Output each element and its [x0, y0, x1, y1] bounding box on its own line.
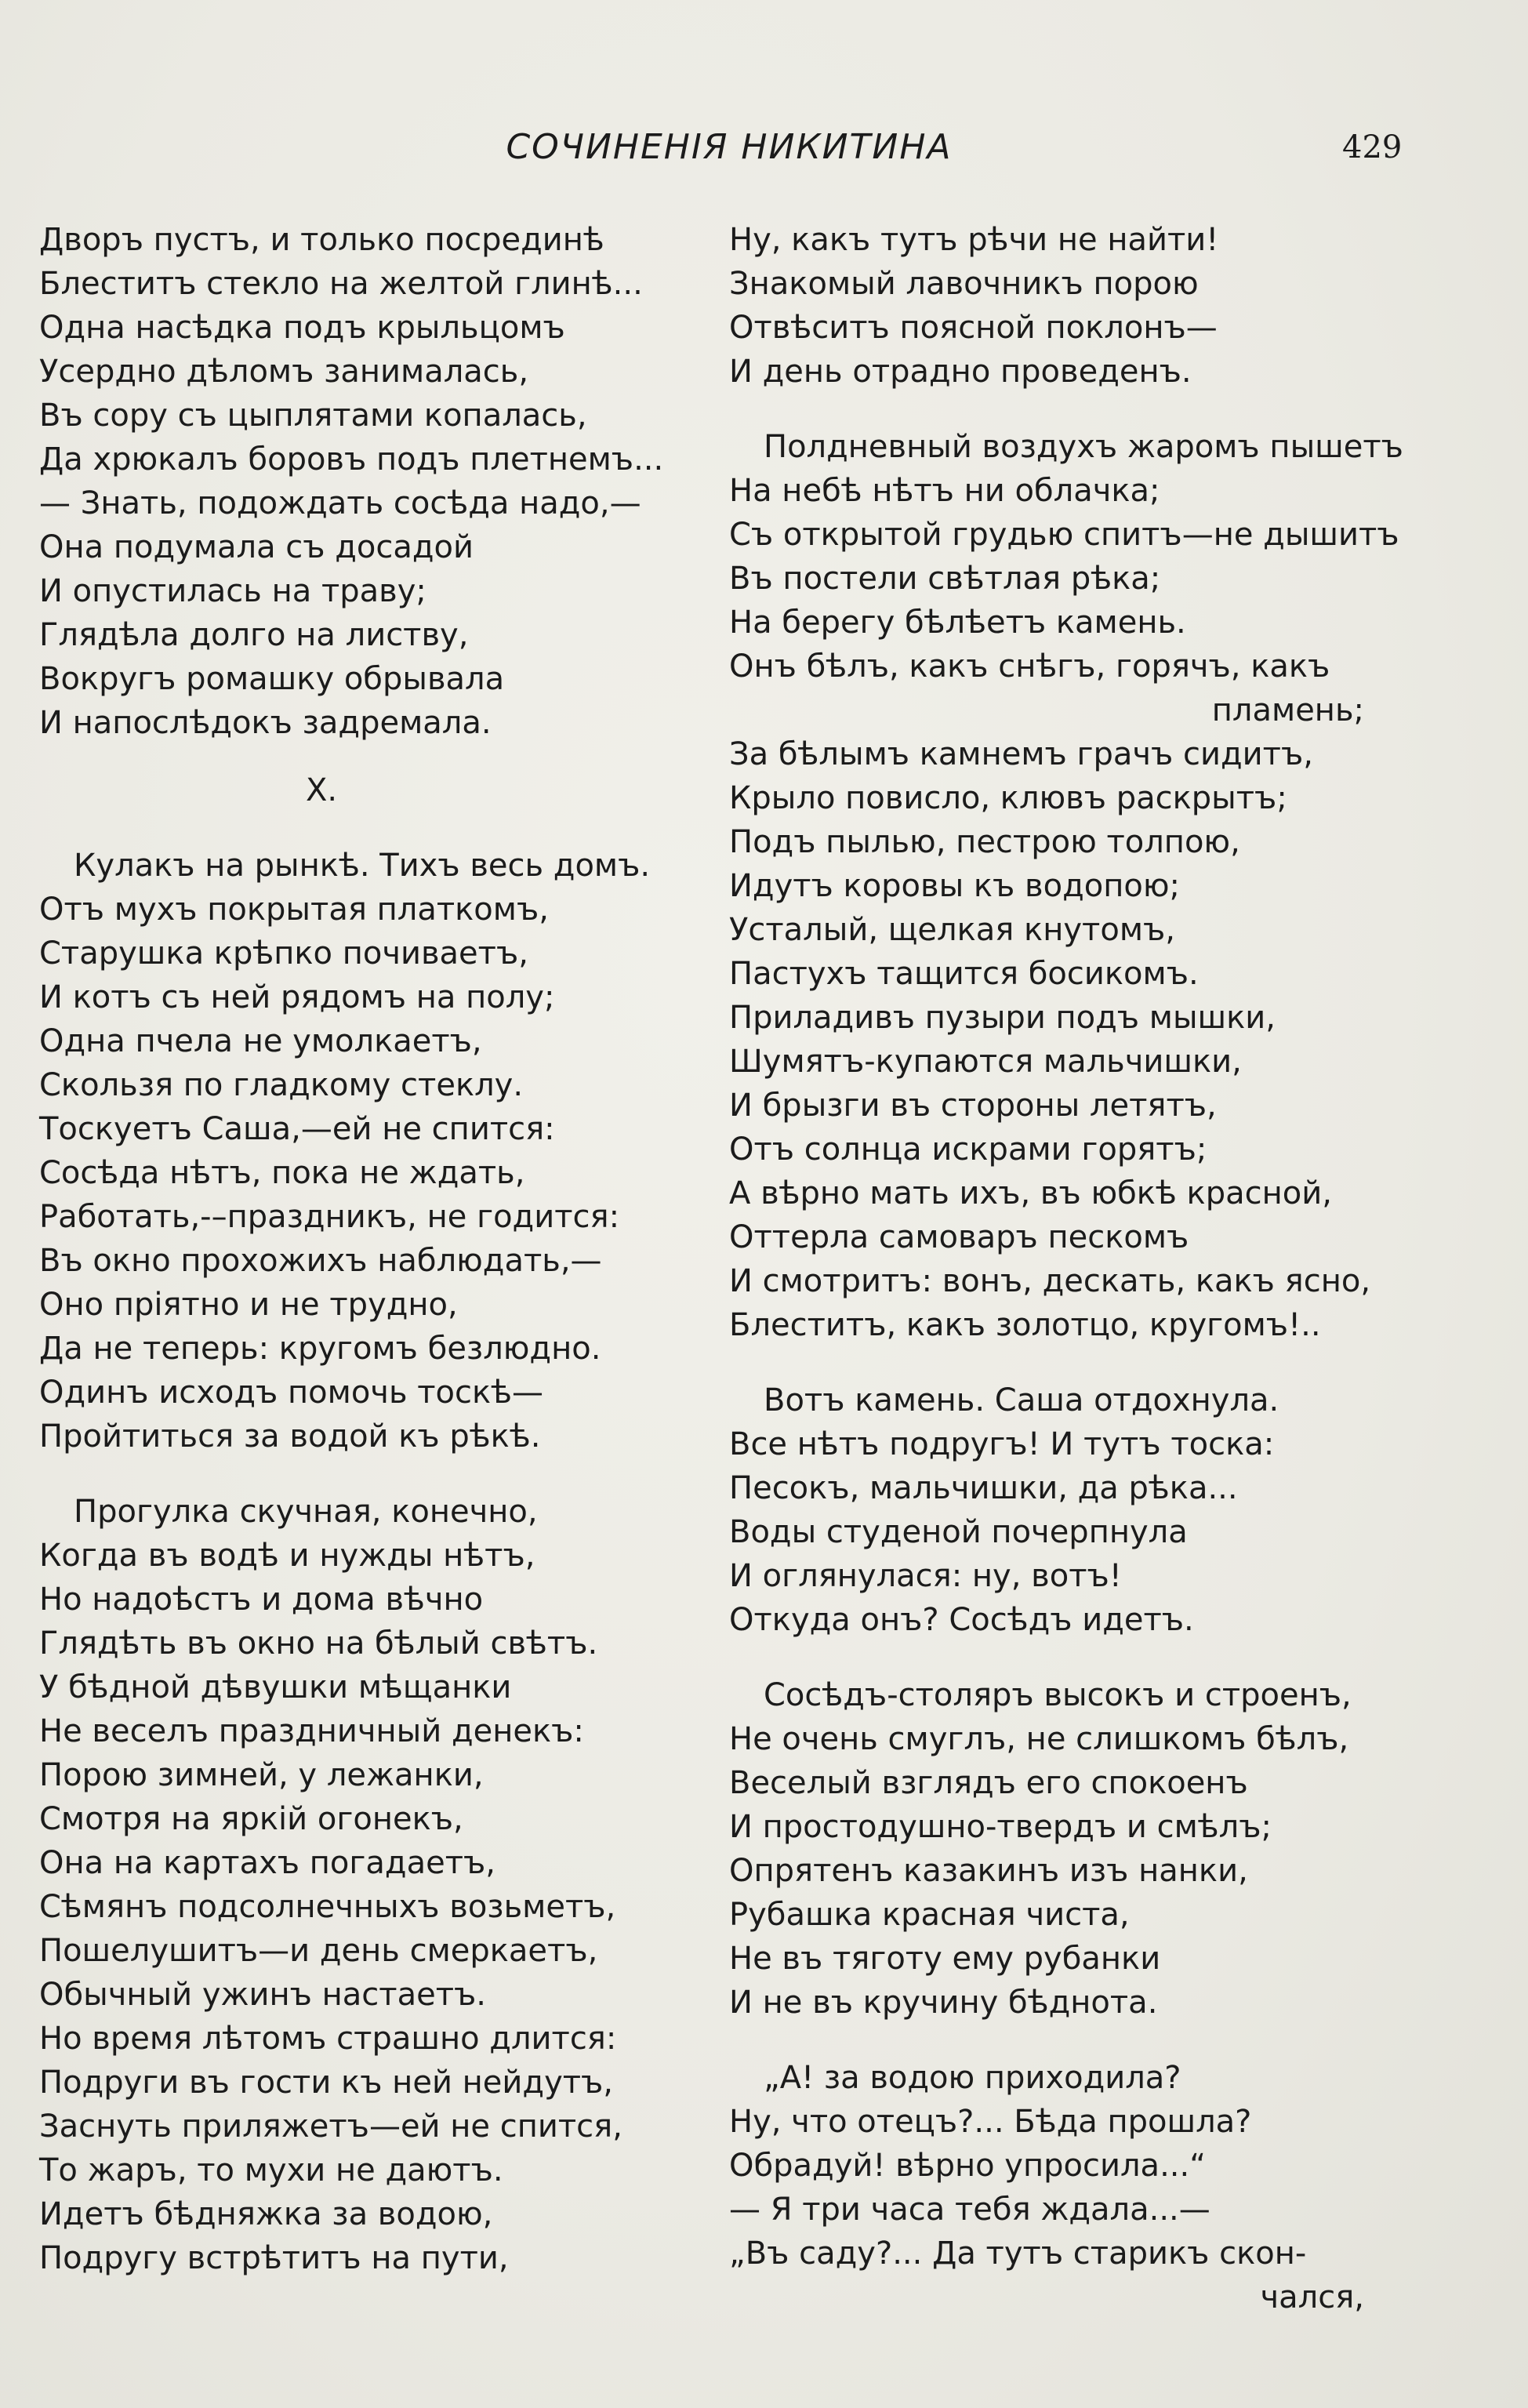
verse-line: Отъ солнца искрами горятъ;: [729, 1131, 1207, 1168]
stanza: [729, 218, 1403, 394]
verse-line: Въ сору съ цыплятами копалась,: [39, 398, 587, 434]
verse-line: — Я три часа тебя ждала...—: [729, 2192, 1210, 2228]
stanza-gap: [729, 1347, 1403, 1378]
verse-line: Когда въ водѣ и нужды нѣтъ,: [39, 1538, 535, 1574]
verse-line: Усердно дѣломъ занималась,: [39, 354, 529, 390]
stanza-gap: [39, 1458, 698, 1490]
verse-line: „А! за водою приходила?: [764, 2060, 1181, 2096]
right-column: [729, 218, 1403, 2319]
verse-line: Но время лѣтомъ страшно длится:: [39, 2021, 617, 2057]
stanza: [39, 1490, 698, 2280]
verse-line: Прогулка скучная, конечно,: [74, 1494, 538, 1530]
verse-line: „Въ саду?... Да тутъ старикъ скон-: [729, 2235, 1307, 2272]
verse-line: И простодушно-твердъ и смѣлъ;: [729, 1809, 1272, 1845]
verse-line: Глядѣть въ окно на бѣлый свѣтъ.: [39, 1625, 598, 1662]
page-number: 429: [1342, 129, 1403, 165]
verse-line: Обычный ужинъ настаетъ.: [39, 1977, 486, 2013]
verse-line-continuation: пламень;: [1211, 692, 1364, 728]
verse-line: Блеститъ стекло на желтой глинѣ...: [39, 266, 643, 302]
verse-line: И напослѣдокъ задремала.: [39, 705, 492, 741]
verse-line: Заснуть приляжетъ—ей не спится,: [39, 2108, 622, 2145]
verse-line: Все нѣтъ подругъ! И тутъ тоска:: [729, 1426, 1275, 1462]
verse-line: Песокъ, мальчишки, да рѣка...: [729, 1470, 1238, 1506]
verse-line: Сосѣда нѣтъ, пока не ждать,: [39, 1155, 525, 1191]
verse-line: Обрадуй! вѣрно упросила...“: [729, 2148, 1206, 2184]
verse-line: Воды студеной почерпнула: [729, 1514, 1188, 1550]
verse-line: Веселый взглядъ его спокоенъ: [729, 1765, 1248, 1801]
stanza: [729, 2056, 1403, 2319]
verse-line: То жаръ, то мухи не даютъ.: [39, 2152, 503, 2188]
verse-line: Откуда онъ? Сосѣдъ идетъ.: [729, 1602, 1194, 1638]
verse-line: Не въ тяготу ему рубанки: [729, 1941, 1161, 1977]
verse-line: Идетъ бѣдняжка за водою,: [39, 2196, 493, 2232]
verse-line: Глядѣла долго на листву,: [39, 617, 469, 653]
verse-line: Отъ мухъ покрытая платкомъ,: [39, 892, 549, 928]
verse-line: Работать,-–праздникъ, не годится:: [39, 1199, 620, 1235]
verse-line: Отвѣситъ поясной поклонъ—: [729, 310, 1218, 346]
stanza: [729, 425, 1403, 1347]
verse-line: Усталый, щелкая кнутомъ,: [729, 912, 1175, 948]
verse-line: Вотъ камень. Саша отдохнула.: [764, 1382, 1279, 1418]
verse-line: Да хрюкалъ боровъ подъ плетнемъ...: [39, 441, 664, 478]
verse-line: И оглянулася: ну, вотъ!: [729, 1558, 1122, 1594]
verse-line: Ну, что отецъ?... Бѣда прошла?: [729, 2104, 1252, 2140]
verse-line: Пастухъ тащится босикомъ.: [729, 956, 1199, 992]
left-column: [39, 218, 698, 2280]
verse-line: Ну, какъ тутъ рѣчи не найти!: [729, 222, 1219, 258]
verse-line: Опрятенъ казакинъ изъ нанки,: [729, 1853, 1248, 1889]
verse-line: Крыло повисло, клювъ раскрытъ;: [729, 780, 1287, 816]
stanza-gap: [729, 2025, 1403, 2056]
verse-line: Оно пріятно и не трудно,: [39, 1287, 458, 1323]
verse-line: Блеститъ, какъ золотцо, кругомъ!..: [729, 1307, 1321, 1343]
verse-line: А вѣрно мать ихъ, въ юбкѣ красной,: [729, 1175, 1332, 1211]
verse-line: Онъ бѣлъ, какъ снѣгъ, горячъ, какъ: [729, 648, 1330, 685]
stanza-gap: [729, 1642, 1403, 1673]
verse-line: И опустилась на траву;: [39, 573, 426, 609]
verse-line: И котъ съ ней рядомъ на полу;: [39, 979, 555, 1015]
verse-line: Не веселъ праздничный денекъ:: [39, 1713, 584, 1749]
verse-line: У бѣдной дѣвушки мѣщанки: [39, 1669, 512, 1705]
verse-line: И не въ кручину бѣднота.: [729, 1985, 1158, 2021]
verse-line: Въ постели свѣтлая рѣка;: [729, 561, 1161, 597]
verse-line: И брызги въ стороны летятъ,: [729, 1088, 1217, 1124]
verse-line: Пройтиться за водой къ рѣкѣ.: [39, 1418, 541, 1455]
verse-line: Но надоѣстъ и дома вѣчно: [39, 1582, 484, 1618]
verse-line: Съ открытой грудью спитъ—не дышитъ: [729, 517, 1399, 553]
verse-line: Тоскуетъ Саша,—ей не спится:: [39, 1111, 555, 1147]
verse-line: Подъ пылью, пестрою толпою,: [729, 824, 1240, 860]
stanza-gap: [729, 394, 1403, 425]
verse-line: Вокругъ ромашку обрывала: [39, 661, 505, 697]
verse-line: Кулакъ на рынкѣ. Тихъ весь домъ.: [74, 848, 651, 884]
section-heading: X.: [305, 772, 338, 808]
verse-line: И смотритъ: вонъ, дескать, какъ ясно,: [729, 1263, 1371, 1299]
verse-line: Оттерла самоваръ пескомъ: [729, 1219, 1189, 1255]
verse-line: Подругу встрѣтитъ на пути,: [39, 2240, 509, 2276]
verse-line: Да не теперь: кругомъ безлюдно.: [39, 1331, 601, 1367]
stanza: [39, 844, 698, 1458]
verse-line: Одинъ исходъ помочь тоскѣ—: [39, 1375, 544, 1411]
verse-line-continuation: чался,: [1260, 2279, 1364, 2315]
verse-line: Дворъ пустъ, и только посрединѣ: [39, 222, 604, 258]
verse-line: Подруги въ гости къ ней нейдутъ,: [39, 2065, 614, 2101]
verse-line: Пошелушитъ—и день смеркаетъ,: [39, 1933, 598, 1969]
verse-line: Шумятъ-купаются мальчишки,: [729, 1044, 1242, 1080]
verse-line: Она на картахъ погадаетъ,: [39, 1845, 495, 1881]
verse-line: Въ окно прохожихъ наблюдать,—: [39, 1243, 602, 1279]
verse-line: Приладивъ пузыри подъ мышки,: [729, 1000, 1276, 1036]
running-header-title: СОЧИНЕНІЯ НИКИТИНА: [506, 127, 953, 167]
verse-line: Она подумала съ досадой: [39, 529, 474, 565]
verse-line: Полдневный воздухъ жаромъ пышетъ: [764, 429, 1403, 465]
verse-line: На берегу бѣлѣетъ камень.: [729, 605, 1186, 641]
stanza: [729, 1673, 1403, 2025]
verse-line: На небѣ нѣтъ ни облачка;: [729, 473, 1160, 509]
verse-line: И день отрадно проведенъ.: [729, 354, 1192, 390]
verse-line: Знакомый лавочникъ порою: [729, 266, 1199, 302]
verse-line: За бѣлымъ камнемъ грачъ сидитъ,: [729, 736, 1313, 772]
verse-line: Сосѣдъ-столяръ высокъ и строенъ,: [764, 1677, 1352, 1713]
verse-line: Не очень смуглъ, не слишкомъ бѣлъ,: [729, 1721, 1349, 1757]
verse-line: Идутъ коровы къ водопою;: [729, 868, 1180, 904]
verse-line: Одна насѣдка подъ крыльцомъ: [39, 310, 565, 346]
verse-line: Рубашка красная чиста,: [729, 1897, 1130, 1933]
verse-line: Старушка крѣпко почиваетъ,: [39, 935, 528, 972]
verse-line: Смотря на яркій огонекъ,: [39, 1801, 463, 1837]
verse-line: — Знать, подождать сосѣда надо,—: [39, 485, 641, 521]
verse-line: Порою зимней, у лежанки,: [39, 1757, 484, 1793]
verse-line: Сѣмянъ подсолнечныхъ возьметъ,: [39, 1889, 616, 1925]
verse-line: Скользя по гладкому стеклу.: [39, 1067, 524, 1103]
stanza: [729, 1378, 1403, 1642]
stanza: [39, 218, 698, 745]
verse-line: Одна пчела не умолкаетъ,: [39, 1023, 482, 1059]
